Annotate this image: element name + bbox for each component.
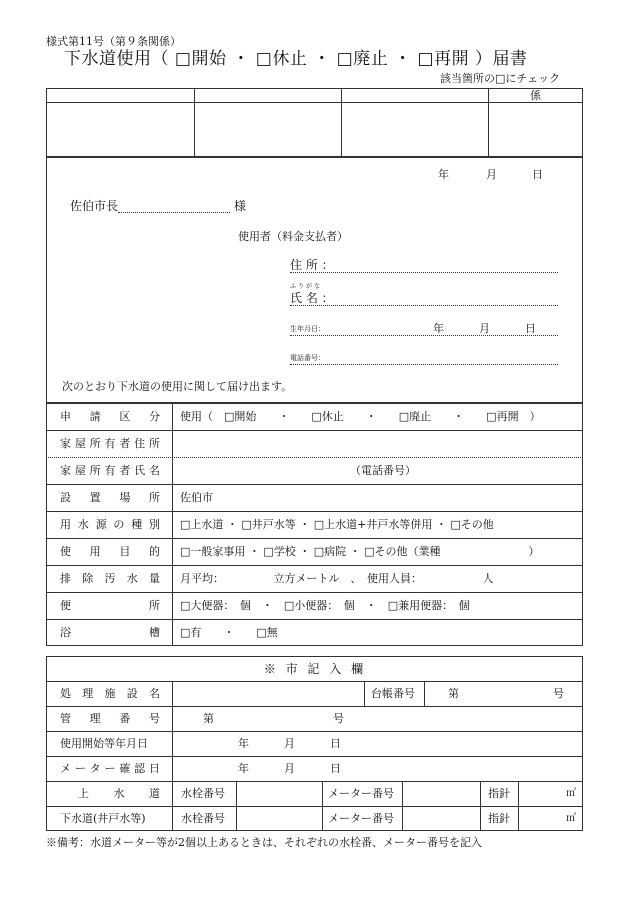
row-label: 用 水 源 の 種 別 bbox=[60, 518, 160, 531]
reading-label-2: 指針 bbox=[488, 812, 510, 825]
mgmt-label: 管 理 番 号 bbox=[60, 712, 160, 725]
row-divider bbox=[46, 592, 583, 593]
row-divider bbox=[46, 457, 583, 458]
row-divider bbox=[46, 430, 583, 431]
city-line-3 bbox=[46, 731, 583, 732]
row-label: 排 除 汚 水 量 bbox=[60, 572, 160, 585]
date-year: 年 bbox=[438, 168, 449, 181]
mgmt-go: 号 bbox=[333, 712, 344, 725]
addressee: 佐伯市長 bbox=[70, 199, 119, 213]
row-divider bbox=[46, 511, 583, 512]
date-month: 月 bbox=[486, 168, 497, 181]
ledger-dai: 第 bbox=[448, 687, 459, 700]
ledger-go: 号 bbox=[553, 687, 564, 700]
row-value[interactable]: □一般家事用 ・ □学校 ・ □病院 ・ □その他（業種 ） bbox=[180, 545, 540, 558]
stamp-label: 係 bbox=[530, 89, 541, 102]
tap-no-label-2: 水栓番号 bbox=[181, 812, 225, 825]
city-col-meter-a bbox=[322, 781, 323, 831]
city-line-1 bbox=[46, 681, 583, 682]
check-note: 該当箇所の□にチェック bbox=[440, 72, 561, 85]
addressee-line bbox=[118, 212, 230, 213]
unit-1: ㎥ bbox=[566, 788, 576, 799]
birth-label: 生年月日： bbox=[290, 325, 325, 333]
start-year: 年 bbox=[238, 737, 249, 750]
city-line-5 bbox=[46, 781, 583, 782]
city-line-4 bbox=[46, 756, 583, 757]
row-label: 使 用 目 的 bbox=[60, 545, 160, 558]
row-value[interactable]: □有 ・ □無 bbox=[180, 626, 278, 639]
address-label: 住 所 ： bbox=[290, 258, 334, 272]
row-divider bbox=[46, 484, 583, 485]
addressee-suffix: 様 bbox=[234, 199, 247, 213]
row-label: 設 置 場 所 bbox=[60, 491, 160, 504]
birth-month: 月 bbox=[479, 322, 490, 335]
facility-label: 処 理 施 設 名 bbox=[60, 687, 160, 700]
row-value[interactable]: 使用（ □開始 ・ □休止 ・ □廃止 ・ □再開 ） bbox=[180, 410, 541, 423]
top-table-col1 bbox=[194, 88, 195, 157]
phone-label: 電話番号： bbox=[290, 354, 325, 362]
row-label: 家 屋 所 有 者 氏 名 bbox=[60, 464, 160, 477]
phone-line[interactable] bbox=[290, 364, 558, 365]
top-table-divider bbox=[46, 102, 583, 103]
top-routing-table bbox=[46, 88, 583, 157]
city-col-reading-a bbox=[480, 781, 481, 831]
name-line[interactable] bbox=[290, 305, 558, 306]
unit-2: ㎥ bbox=[566, 813, 576, 824]
city-header: ※ 市 記 入 欄 bbox=[263, 662, 367, 676]
birth-line[interactable] bbox=[290, 335, 558, 336]
tap-no-label-1: 水栓番号 bbox=[181, 787, 225, 800]
row-value[interactable]: 佐伯市 bbox=[180, 491, 213, 504]
applicant-section bbox=[46, 157, 583, 403]
sewer-label: 下水道(井戸水等) bbox=[60, 812, 146, 825]
start-label: 使用開始等年月日 bbox=[60, 737, 148, 750]
row-label: 申 請 区 分 bbox=[60, 410, 160, 423]
row-divider bbox=[46, 538, 583, 539]
row-label: 家 屋 所 有 者 住 所 bbox=[60, 437, 160, 450]
meter-year: 年 bbox=[238, 762, 249, 775]
page-title: 下水道使用（ □開始 ・ □休止 ・ □廃止 ・ □再開 ）届書 bbox=[64, 49, 528, 69]
start-day: 日 bbox=[330, 737, 341, 750]
meter-no-label-2: メーター番号 bbox=[328, 812, 394, 825]
city-line-2 bbox=[46, 706, 583, 707]
statement: 次のとおり下水道の使用に関して届け出ます。 bbox=[62, 380, 293, 393]
start-month: 月 bbox=[284, 737, 295, 750]
city-col-meter-b bbox=[402, 781, 403, 831]
row-value[interactable]: □上水道 ・ □井戸水等 ・ □上水道+井戸水等併用 ・ □その他 bbox=[180, 518, 494, 531]
row-value[interactable]: （電話番号） bbox=[350, 464, 416, 477]
date-day: 日 bbox=[532, 168, 543, 181]
city-line-6 bbox=[46, 806, 583, 807]
top-table-col2 bbox=[341, 88, 342, 157]
row-label: 浴 槽 bbox=[60, 626, 160, 639]
furigana-label: ふりがな bbox=[290, 283, 323, 290]
top-table-col3 bbox=[488, 88, 489, 157]
row-value[interactable]: □大便器： 個 ・ □小便器： 個 ・ □兼用便器： 個 bbox=[180, 599, 470, 612]
footnote: ※備考：水道メーター等が2個以上あるときは、それぞれの水栓番、メーター番号を記入 bbox=[46, 836, 482, 849]
birth-day: 日 bbox=[525, 322, 536, 335]
row-divider bbox=[46, 565, 583, 566]
mgmt-dai: 第 bbox=[203, 712, 214, 725]
user-label: 使用者（料金支払者） bbox=[238, 230, 348, 243]
details-divider bbox=[172, 403, 173, 646]
address-line[interactable] bbox=[290, 272, 558, 273]
city-col-ledger-b bbox=[424, 681, 425, 706]
city-col-tap bbox=[236, 781, 237, 831]
row-label: 便 所 bbox=[60, 599, 160, 612]
ledger-label: 台帳番号 bbox=[371, 687, 415, 700]
name-label: 氏 名 ： bbox=[290, 291, 334, 305]
meter-month: 月 bbox=[284, 762, 295, 775]
reading-label-1: 指針 bbox=[488, 787, 510, 800]
meter-day: 日 bbox=[330, 762, 341, 775]
meter-check-label: メ ー タ ー 確 認 日 bbox=[60, 762, 160, 775]
city-col-reading-b bbox=[518, 781, 519, 831]
birth-year: 年 bbox=[433, 322, 444, 335]
water-label: 上 水 道 bbox=[78, 787, 160, 800]
city-col-ledger-a bbox=[364, 681, 365, 706]
city-col-main bbox=[172, 681, 173, 831]
row-value[interactable]: 月平均： 立方メートル 、 使用人員： 人 bbox=[180, 572, 494, 585]
row-divider bbox=[46, 619, 583, 620]
form-number: 様式第11号（第９条関係） bbox=[46, 35, 181, 48]
meter-no-label-1: メーター番号 bbox=[328, 787, 394, 800]
